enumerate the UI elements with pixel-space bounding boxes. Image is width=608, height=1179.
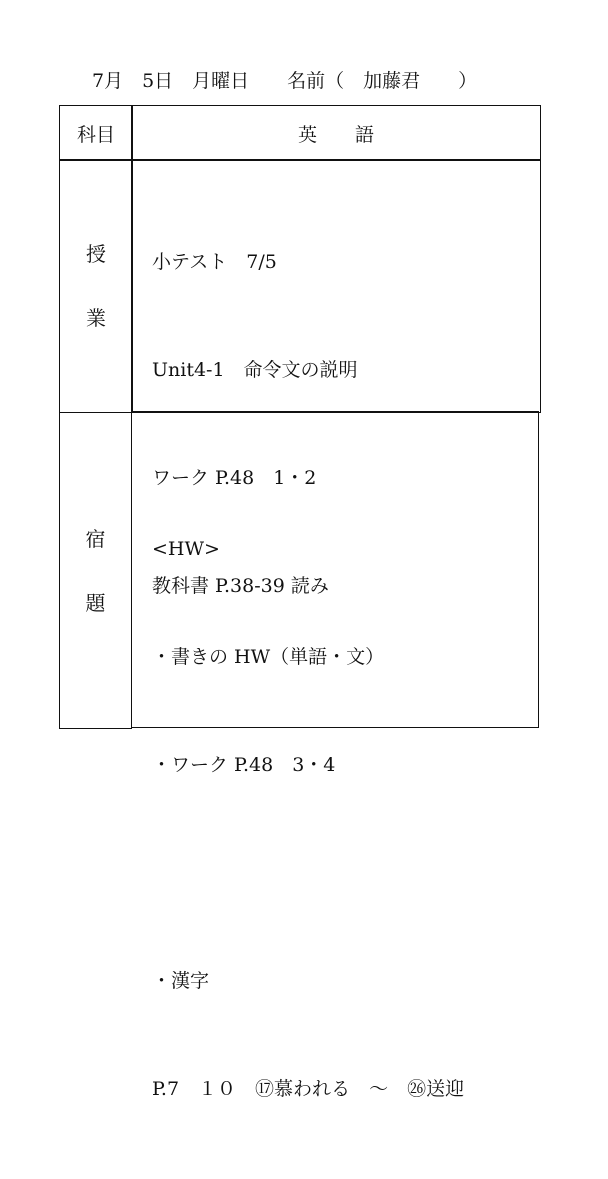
- homework-line: [152, 855, 464, 891]
- subject-label: 科目: [76, 123, 115, 146]
- homework-label: [60, 507, 131, 635]
- homework-line: ・書きの HW（単語・文）: [152, 646, 385, 668]
- class-label-char-2: 業: [86, 306, 106, 330]
- homework-line: ・ワーク P.48 3・4: [152, 754, 336, 776]
- class-line: ワーク P.48 1・2: [152, 467, 317, 489]
- homework-line: <HW>: [152, 538, 220, 560]
- class-line: Unit4-1 命令文の説明: [152, 359, 358, 381]
- homework-label-char-2: 題: [85, 591, 106, 615]
- homework-content: [152, 459, 464, 1179]
- homework-label-cell: [59, 412, 132, 729]
- homework-label-char-1: 宿: [85, 527, 106, 551]
- class-line: 教科書 P.38-39 読み: [152, 575, 329, 597]
- subject-value: 英 語: [297, 123, 374, 146]
- homework-line: ・漢字: [152, 970, 210, 992]
- homework-content-cell: [131, 411, 539, 1100]
- class-line: 小テスト 7/5: [152, 251, 277, 273]
- class-label-char-1: 授: [86, 242, 106, 266]
- subject-label-cell: [59, 105, 133, 161]
- date-name-header: 7月 5日 月曜日 名前（ 加藤君 ）: [92, 70, 478, 92]
- class-label: [60, 222, 132, 350]
- homework-line: P.7 １０ ⑰慕われる ～ ㉖送迎: [152, 1078, 465, 1100]
- class-label-cell: [59, 159, 133, 413]
- subject-value-cell: [131, 105, 541, 161]
